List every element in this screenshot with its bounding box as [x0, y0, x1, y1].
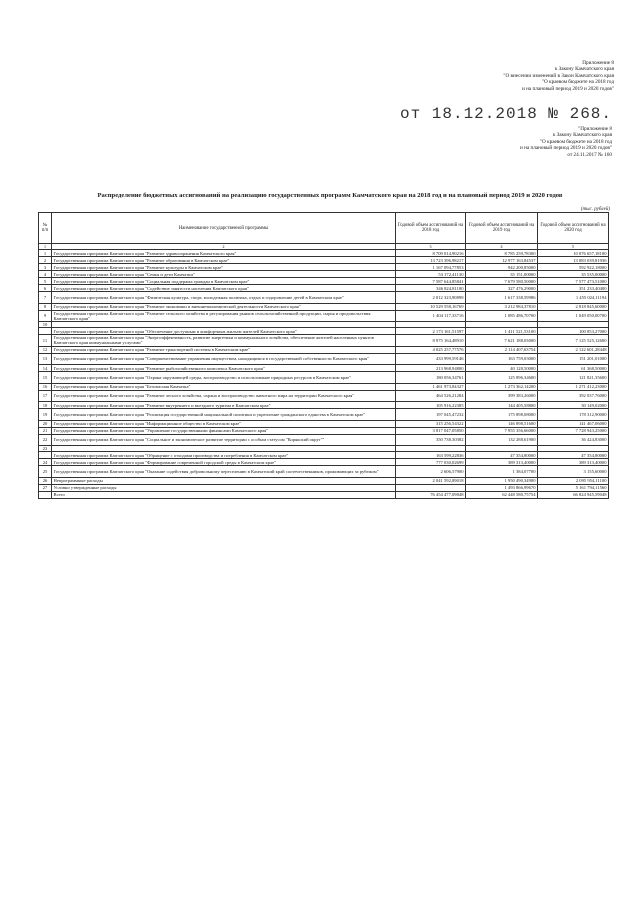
allocation-2019: 2 114 407,63754: [466, 346, 538, 353]
table-row: [39, 452, 609, 459]
row-number: [39, 491, 52, 498]
allocation-2018: 777 030,02699: [396, 459, 466, 466]
header-line: "О внесении изменений в Закон Камчатского края: [503, 72, 614, 79]
allocation-2020: 1 049 050,00700: [538, 310, 609, 322]
table-row: [39, 250, 609, 257]
allocation-2019: 7 955 356,66000: [466, 427, 538, 434]
row-number: 21: [39, 427, 52, 434]
allocation-2018: 3 817 047,05850: [396, 427, 466, 434]
allocation-2020: 178 312,90000: [538, 409, 609, 421]
allocation-2019: 942 200,85000: [466, 264, 538, 271]
allocation-2020: 47 354,80000: [538, 452, 609, 459]
row-number: 18: [39, 402, 52, 409]
allocation-2019: 146 898,51600: [466, 420, 538, 427]
program-name: Государственная программа Камчатского края "Оказание содействия добровольному переселению в Камчатский край соотечественников, проживающих за рубежом": [52, 466, 396, 478]
table-row: [39, 328, 609, 335]
allocation-2020: 592 922,18000: [538, 264, 609, 271]
allocation-2019: 1 384,07700: [466, 466, 538, 478]
allocation-2019: 1 950 490,34900: [466, 477, 538, 484]
program-name: Государственная программа Камчатского края "Реализация государственной национальной политики и укрепление гражданского единства в Камчатском крае": [52, 409, 396, 421]
row-number: 23: [39, 446, 52, 452]
allocation-2019: 175 898,08000: [466, 409, 538, 421]
allocation-2018: 1 461 973,84327: [396, 383, 466, 390]
row-number: 26: [39, 477, 52, 484]
table-row: [39, 459, 609, 466]
row-number: 15: [39, 372, 52, 384]
column-header: № п/п: [39, 213, 52, 244]
column-index: 1: [39, 244, 52, 250]
program-name: Государственная программа Камчатского края "Формирование современной городской среды в Камчатском крае": [52, 459, 396, 466]
program-name: Государственная программа Камчатского края "Развитие образования в Камчатском крае": [52, 257, 396, 264]
allocation-2018: 2 012 323,90898: [396, 292, 466, 304]
table-row: [39, 477, 609, 484]
allocation-2020: 61 368,50000: [538, 365, 609, 372]
program-name: Государственная программа Камчатского края "Содействие занятости населения Камчатского края": [52, 285, 396, 292]
allocation-2020: 36 424,83000: [538, 434, 609, 446]
allocation-2018: 8 709 014,90216: [396, 250, 466, 257]
allocation-2020: 3 155,60000: [538, 466, 609, 478]
allocation-2018: 464 526,21284: [396, 390, 466, 402]
allocation-2018: 213 968,94800: [396, 365, 466, 372]
row-number: 10: [39, 322, 52, 328]
header-line: "Приложение 8: [578, 126, 612, 132]
allocation-2020: 10 076 657,18100: [538, 250, 609, 257]
row-number: 17: [39, 390, 52, 402]
table-row: [39, 466, 609, 478]
allocation-2018: 346 824,81100: [396, 285, 466, 292]
program-name: Государственная программа Камчатского края "Развитие культуры в Камчатском крае": [52, 264, 396, 271]
row-number: 20: [39, 420, 52, 427]
table-row: [39, 383, 609, 390]
allocation-2020: 141 467,06000: [538, 420, 609, 427]
allocation-2020: 100 853,27000: [538, 328, 609, 335]
table-row: [39, 346, 609, 353]
table-row: [39, 278, 609, 285]
row-number: 25: [39, 466, 52, 478]
allocation-2020: 2 095 954,11100: [538, 477, 609, 484]
header-line: и на плановый период 2019 и 2020 годов": [522, 85, 614, 92]
allocation-2018: 2 173 161,51597: [396, 328, 466, 335]
row-number: 12: [39, 346, 52, 353]
allocation-2019: 35 151,00000: [466, 271, 538, 278]
table-row: [39, 264, 609, 271]
table-row: [39, 353, 609, 365]
allocation-2018: 2 041 592,89018: [396, 477, 466, 484]
program-name: Государственная программа Камчатского края "Энергоэффективность, развитие энергетики и коммунального хозяйства, обеспечение жителей населенных пунктов Камчатского края коммунальными услугами": [52, 335, 396, 347]
allocation-2019: 163 759,03000: [466, 353, 538, 365]
row-number: 2: [39, 257, 52, 264]
table-row: [39, 420, 609, 427]
program-name: Государственная программа Камчатского края "Физическая культура, спорт, молодежная политика, отдых и оздоровление детей в Камчатском крае": [52, 292, 396, 304]
allocation-2019: 1 273 362,14200: [466, 383, 538, 390]
date-number-stamp: от 18.12.2018 № 268.: [399, 105, 612, 123]
allocation-2018: 433 999,59146: [396, 353, 466, 365]
program-name: Государственная программа Камчатского края "Социальная поддержка граждан в Камчатском крае": [52, 278, 396, 285]
program-name: Государственная программа Камчатского края "Развитие лесного хозяйства, охрана и воспроизводство животного мира на территории Камчатского края": [52, 390, 396, 402]
column-index: 4: [466, 244, 538, 250]
table-row: [39, 372, 609, 384]
program-name: Государственная программа Камчатского края "Обеспечение доступным и комфортным жильем жителей Камчатского края": [52, 328, 396, 335]
table-row: [39, 365, 609, 372]
allocation-2020: 151 201,01000: [538, 353, 609, 365]
header-line: к Закону Камчатского края: [552, 132, 612, 139]
allocation-2018: 7 587 644,85841: [396, 278, 466, 285]
allocation-2019: 62 448 580,75754: [466, 491, 538, 498]
allocation-2018: 13 723 396,98217: [396, 257, 466, 264]
row-number: 7: [39, 292, 52, 304]
column-header: Годовой объем ассигнований на 2019 год: [466, 213, 538, 244]
row-number: 16: [39, 383, 52, 390]
allocation-2018: 197 045,47232: [396, 409, 466, 421]
allocation-2018: 4 025 257,77576: [396, 346, 466, 353]
allocation-2020: 66 824 945,59048: [538, 491, 609, 498]
allocation-2018: 2 606,57900: [396, 466, 466, 478]
table-row: [39, 335, 609, 347]
row-number: 27: [39, 484, 52, 491]
allocation-2018: 76 454 477,09848: [396, 491, 466, 498]
allocation-2020: 7 728 943,25000: [538, 427, 609, 434]
row-number: 8: [39, 303, 52, 310]
program-name: Государственная программа Камчатского края "Социальное и экономическое развитие территории с особым статусом "Корякский округ"": [52, 434, 396, 446]
table-row: [39, 257, 609, 264]
program-name: Государственная программа Камчатского края "Развитие внутреннего и въездного туризма в Камчатском крае": [52, 402, 396, 409]
document-title: Распределение бюджетных ассигнований на реализацию государственных программ Камчатского края на 2018 год и на плановый период 2019 и 2020 годов: [97, 192, 563, 199]
allocation-2020: 389 313,40000: [538, 459, 609, 466]
allocation-2020: 7 125 525,12600: [538, 335, 609, 347]
row-number: 11: [39, 335, 52, 347]
row-number: [39, 328, 52, 335]
allocation-2019: 132 288,61900: [466, 434, 538, 446]
allocation-2019: 8 785 259,78300: [466, 250, 538, 257]
header-line: и на плановый период 2019 и 2020 годов": [520, 145, 612, 152]
row-number: 13: [39, 353, 52, 365]
allocation-2018: 350 738,30382: [396, 434, 466, 446]
allocation-2019: 1 085 486,70700: [466, 310, 538, 322]
table-row: [39, 390, 609, 402]
program-name: Государственная программа Камчатского края "Охрана окружающей среды, воспроизводство и использование природных ресурсов в Камчатском крае": [52, 372, 396, 384]
header-line: "О краевом бюджете на 2018 год: [539, 138, 612, 145]
allocation-2020: 30 149,02000: [538, 402, 609, 409]
table-body: [39, 250, 609, 499]
allocation-2019: 144 405,58800: [466, 402, 538, 409]
header-line: "О краевом бюджете на 2018 год: [541, 79, 614, 86]
table-row: [39, 434, 609, 446]
allocation-2020: 35 535,00000: [538, 271, 609, 278]
table-row: [39, 303, 609, 310]
table-header-row: [39, 213, 609, 244]
table-row: [39, 310, 609, 322]
row-number: 4: [39, 271, 52, 278]
row-number: 24: [39, 459, 52, 466]
allocation-2020: 7 577 473,51000: [538, 278, 609, 285]
allocation-2019: 389 313,40000: [466, 459, 538, 466]
program-name: Государственная программа Камчатского края "Развитие экономики и внешнеэкономической деятельности Камчатского края": [52, 303, 396, 310]
row-number: 6: [39, 285, 52, 292]
allocation-2019: 399 383,26000: [466, 390, 538, 402]
column-header: Наименование государственной программы: [52, 213, 396, 244]
program-name: Государственная программа Камчатского края "Развитие сельского хозяйства и регулирования рынков сельскохозяйственной продукции, сырья и продовольствия Камчатского края": [52, 310, 396, 322]
header-line: к Закону Камчатского края: [554, 66, 614, 73]
program-name: Государственная программа Камчатского края "Совершенствование управления имуществом, находящимся в государственной собственности Камчатского края": [52, 353, 396, 365]
allocation-2019: 47 354,80000: [466, 452, 538, 459]
program-name: Государственная программа Камчатского края "Развитие здравоохранения Камчатского края": [52, 250, 396, 257]
row-number: 5: [39, 278, 52, 285]
column-index: 3: [396, 244, 466, 250]
allocation-2019: 7 679 580,50000: [466, 278, 538, 285]
table-row: [39, 409, 609, 421]
allocation-2018: 10 529 558,16769: [396, 303, 466, 310]
program-name: Государственная программа Камчатского края "Управление государственными финансами Камчатского края": [52, 427, 396, 434]
allocation-2019: 1 617 338,59986: [466, 292, 538, 304]
table-row: [39, 271, 609, 278]
allocation-2018: 1 167 094,77853: [396, 264, 466, 271]
table-row: [39, 427, 609, 434]
table-row: [39, 402, 609, 409]
allocation-2019: 7 621 188,03000: [466, 335, 538, 347]
program-name: Государственная программа Камчатского края "Обращение с отходами производства и потребления в Камчатском крае": [52, 452, 396, 459]
column-index: 2: [52, 244, 396, 250]
allocation-2020: 13 083 039,81936: [538, 257, 609, 264]
allocation-2018: 8 975 164,48910: [396, 335, 466, 347]
column-header: Годовой объем ассигнований на 2020 год: [538, 213, 609, 244]
program-name: Государственная программа Камчатского края "Развитие рыбохозяйственного комплекса Камчатского края": [52, 365, 396, 372]
allocation-2020: 121 821,35600: [538, 372, 609, 384]
table-row: [39, 292, 609, 304]
program-name: Государственная программа Камчатского края "Безопасная Камчатка": [52, 383, 396, 390]
allocation-2020: 2 122 601,28448: [538, 346, 609, 353]
row-number: 19: [39, 409, 52, 421]
row-number: 9: [39, 310, 52, 322]
allocation-2020: 2 818 845,60000: [538, 303, 609, 310]
table-row: [39, 484, 609, 491]
allocation-2019: 40 128,50000: [466, 365, 538, 372]
row-number: 3: [39, 264, 52, 271]
program-name: Государственная программа Камчатского края "Семья и дети Камчатки": [52, 271, 396, 278]
allocation-2019: 1 493 866,99670: [466, 484, 538, 491]
row-number: 14: [39, 365, 52, 372]
allocation-2018: [396, 484, 466, 491]
allocation-2020: 5 161 794,11560: [538, 484, 609, 491]
program-name: Условно утвержденные расходы: [52, 484, 396, 491]
program-name: Всего: [52, 491, 396, 498]
program-name: Непрограммные расходы: [52, 477, 396, 484]
allocation-2020: 392 037,76000: [538, 390, 609, 402]
allocation-2018: 163 599,22836: [396, 452, 466, 459]
original-appendix-header: [412, 126, 612, 158]
allocation-2019: 125 896,34600: [466, 372, 538, 384]
allocation-2019: 327 476,29000: [466, 285, 538, 292]
allocation-2018: 180 056,34761: [396, 372, 466, 384]
units-label: (тыс. рублей): [580, 207, 610, 212]
allocation-2019: 1 411 521,53100: [466, 328, 538, 335]
allocation-2020: 1 455 024,11194: [538, 292, 609, 304]
table-row: [39, 285, 609, 292]
table-row: [39, 491, 609, 498]
program-name: Государственная программа Камчатского края "Развитие транспортной системы в Камчатском крае": [52, 346, 396, 353]
row-number: [39, 452, 52, 459]
allocation-2018: 315 256,54322: [396, 420, 466, 427]
row-number: 1: [39, 250, 52, 257]
program-name: Государственная программа Камчатского края "Информационное общество в Камчатском крае": [52, 420, 396, 427]
allocation-2018: 53 172,41130: [396, 271, 466, 278]
allocation-2018: 105 916,22385: [396, 402, 466, 409]
allocation-2019: 3 212 984,37810: [466, 303, 538, 310]
budget-table: [38, 212, 609, 499]
column-header: Годовой объем ассигнований на 2018 год: [396, 213, 466, 244]
appendix-header: [364, 60, 614, 92]
allocation-2020: 351 233,40400: [538, 285, 609, 292]
allocation-2018: 1 404 117,33716: [396, 310, 466, 322]
header-line: от 24.11.2017 № 160: [567, 151, 612, 158]
allocation-2019: 12 977 163,84537: [466, 257, 538, 264]
row-number: 22: [39, 434, 52, 446]
column-index: 5: [538, 244, 609, 250]
header-line: Приложение 8: [582, 60, 614, 66]
allocation-2020: 1 271 412,23000: [538, 383, 609, 390]
